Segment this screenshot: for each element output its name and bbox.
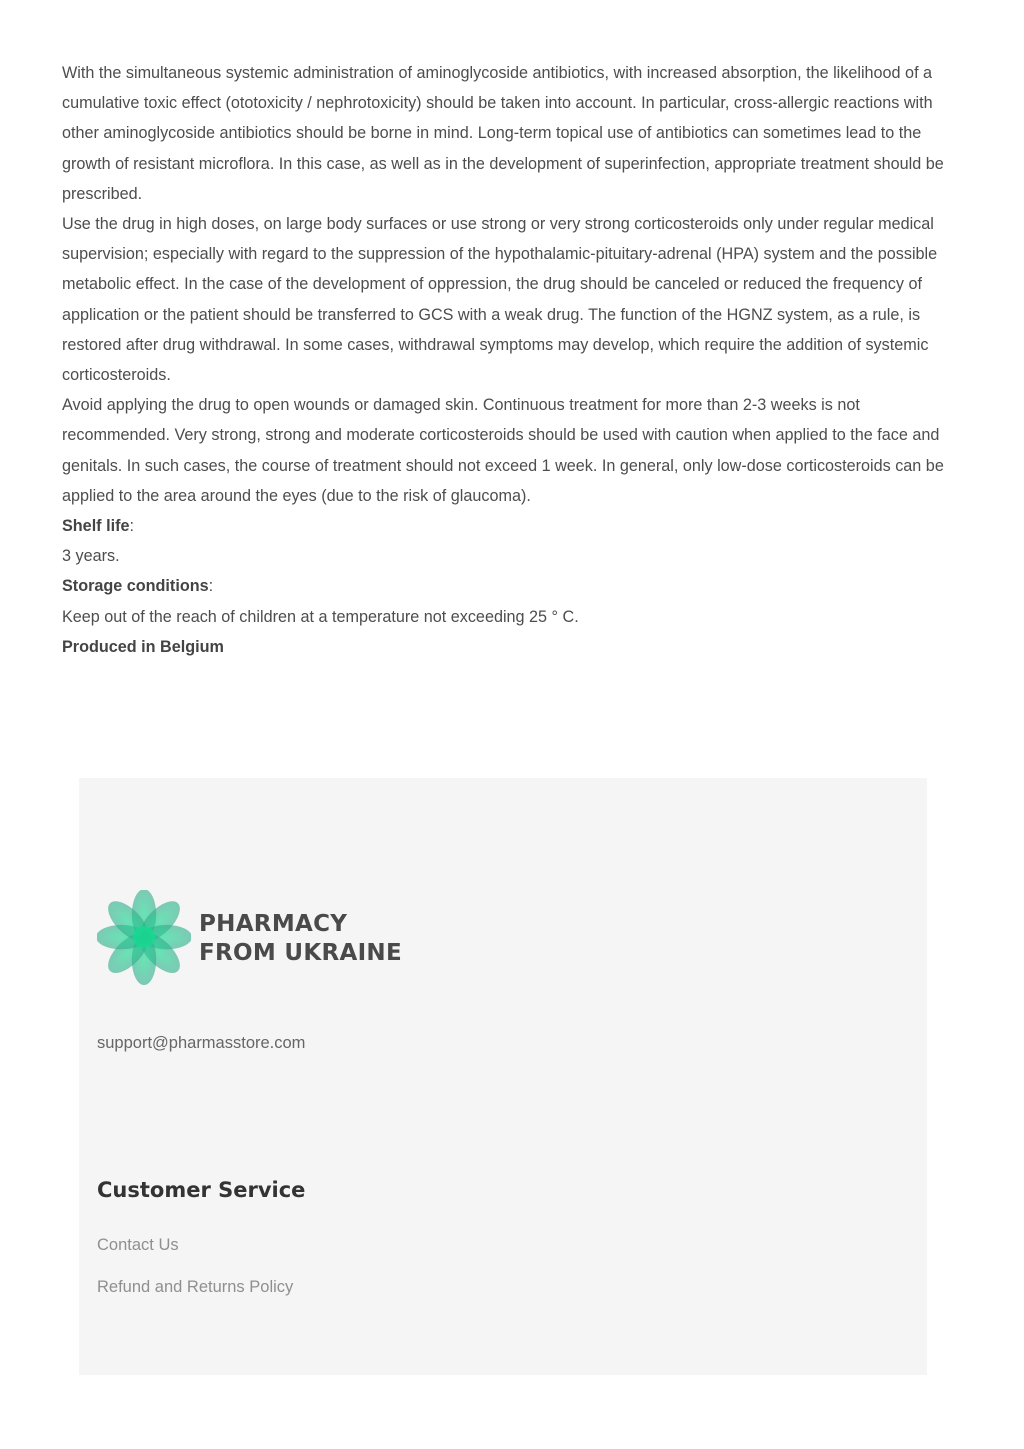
product-description	[62, 58, 946, 662]
label-colon: :	[208, 577, 214, 596]
support-email-link[interactable]: support@pharmasstore.com	[97, 1034, 306, 1052]
flower-logo-icon	[97, 890, 191, 988]
description-paragraph: Use the drug in high doses, on large body surfaces or use strong or very strong corticosteroids only under regular medical supervision; especially with regard to the suppression of the hypothalamic-pituitary-adrenal (HPA) system and the possible metabolic effect. In the case of the development of oppression, the drug should be canceled or reduced the frequency of application or the patient should be transferred to GCS with a weak drug. The function of the HGNZ system, as a rule, is restored after drug withdrawal. In some cases, withdrawal symptoms may develop, which require the addition of systemic corticosteroids.	[62, 215, 938, 385]
customer-service-links	[97, 1233, 293, 1317]
storage-conditions-value: Keep out of the reach of children at a temperature not exceeding 25 ° C.	[62, 607, 579, 626]
produced-in	[62, 632, 946, 662]
brand-line-2: FROM UKRAINE	[199, 940, 402, 966]
description-paragraph: With the simultaneous systemic administration of aminoglycoside antibiotics, with increased absorption, the likelihood of a cumulative toxic effect (ototoxicity / nephrotoxicity) should be taken into account. In particular, cross-allergic reactions with other aminoglycoside antibiotics should be borne in mind. Long-term topical use of antibiotics can sometimes lead to the growth of resistant microflora. In this case, as well as in the development of superinfection, appropriate treatment should be prescribed.	[62, 64, 944, 203]
shelf-life-value: 3 years.	[62, 547, 120, 566]
storage-heading	[62, 571, 946, 601]
produced-in-label: Produced in Belgium	[62, 637, 224, 656]
brand-line-1: PHARMACY	[199, 911, 348, 937]
site-footer	[79, 778, 927, 1375]
storage-conditions-label: Storage conditions	[62, 577, 209, 596]
label-colon: :	[129, 517, 134, 536]
list-item	[97, 1275, 293, 1317]
contact-us-link[interactable]: Contact Us	[97, 1236, 179, 1254]
brand-logo-link[interactable]	[97, 890, 402, 988]
refund-returns-policy-link[interactable]: Refund and Returns Policy	[97, 1278, 294, 1296]
shelf-life-label: Shelf life	[62, 517, 130, 536]
brand-name	[199, 910, 402, 968]
customer-service-heading: Customer Service	[97, 1178, 306, 1202]
description-paragraph: Avoid applying the drug to open wounds or damaged skin. Continuous treatment for more than 2-3 weeks is not recommended. Very strong, strong and moderate corticosteroids should be used with caution when applied to the face and genitals. In such cases, the course of treatment should not exceed 1 week. In general, only low-dose corticosteroids can be applied to the area around the eyes (due to the risk of glaucoma).	[62, 396, 944, 505]
shelf-life-heading	[62, 511, 946, 541]
list-item	[97, 1233, 293, 1275]
